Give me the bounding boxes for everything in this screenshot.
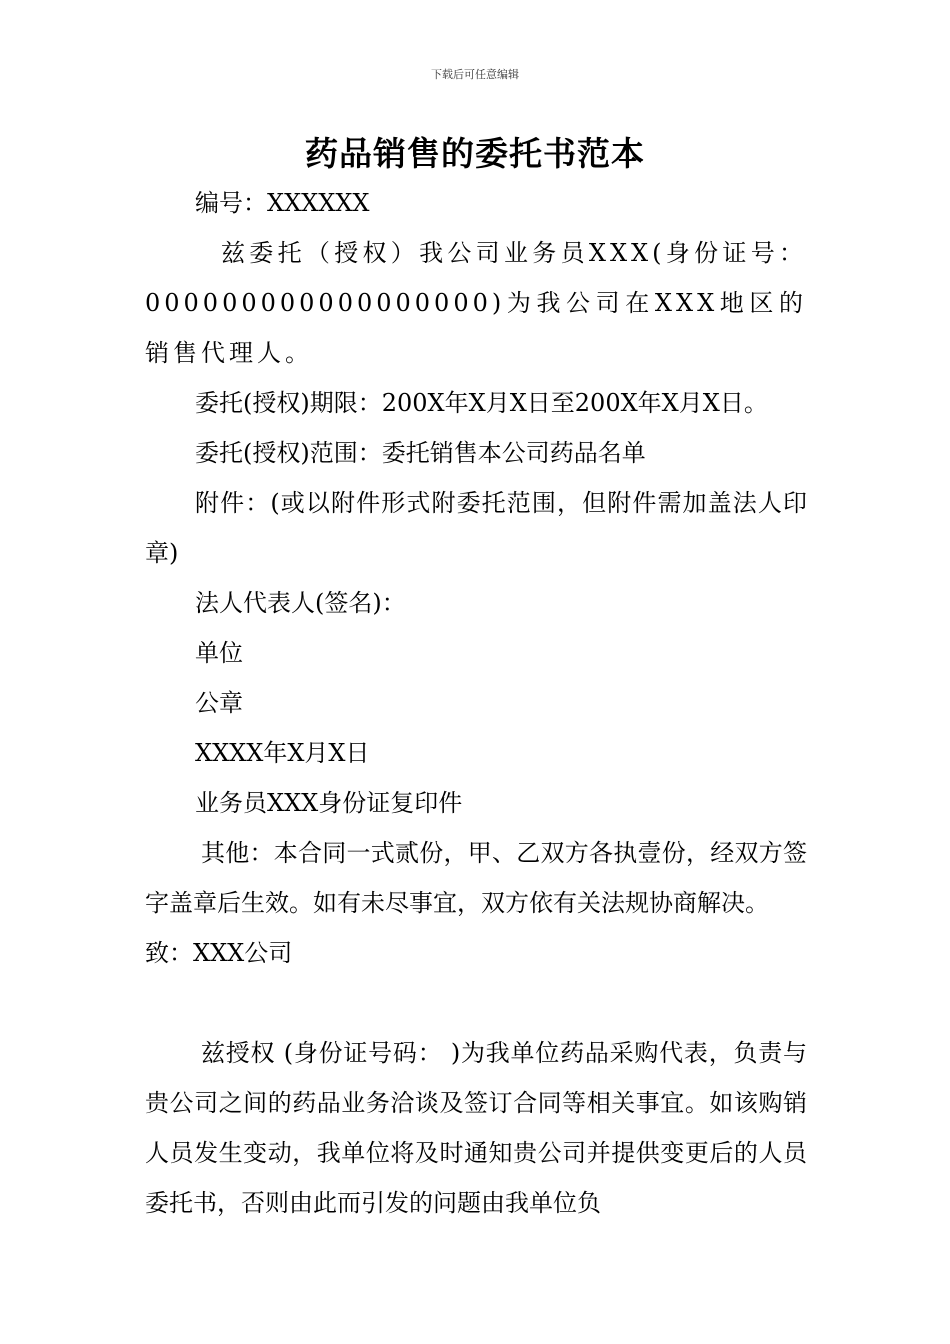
scope-paragraph: 委托(授权)范围：委托销售本公司药品名单 xyxy=(195,439,646,467)
legal-representative-line: 法人代表人(签名)： xyxy=(195,589,406,617)
attachment-paragraph: 附件：(或以附件形式附委托范围，但附件需加盖法人印章) xyxy=(145,489,807,567)
serial-number: 编号：XXXXXX xyxy=(195,189,370,217)
authorization-paragraph: 兹授权 (身份证号码： )为我单位药品采购代表，负责与贵公司之间的药品业务洽谈及签订合同等相关事宜。如该购销人员发生变动，我单位将及时通知贵公司并提供变更后的人员委托书，否则由此而引发的问题由我单位负 xyxy=(145,1039,807,1217)
document-body xyxy=(145,178,807,1228)
blank-gap xyxy=(145,978,807,1028)
header-note: 下载后可任意编辑 xyxy=(431,68,519,81)
id-copy-line: 业务员XXX身份证复印件 xyxy=(195,789,463,817)
other-terms-paragraph: 其他：本合同一式贰份，甲、乙双方各执壹份，经双方签字盖章后生效。如有未尽事宜，双方依有关法规协商解决。 xyxy=(145,839,807,917)
term-paragraph: 委托(授权)期限：200X年X月X日至200X年X月X日。 xyxy=(195,389,768,417)
addressee-line: 致：XXX公司 xyxy=(145,939,293,967)
entrust-intro-paragraph: 兹委托（授权）我公司业务员XXX(身份证号：000000000000000000)为我公司在XXX地区的销售代理人。 xyxy=(145,239,807,367)
seal-line: 公章 xyxy=(195,689,243,717)
unit-line: 单位 xyxy=(195,639,243,667)
document-title: 药品销售的委托书范本 xyxy=(305,134,645,173)
date-line: XXXX年X月X日 xyxy=(195,739,370,767)
